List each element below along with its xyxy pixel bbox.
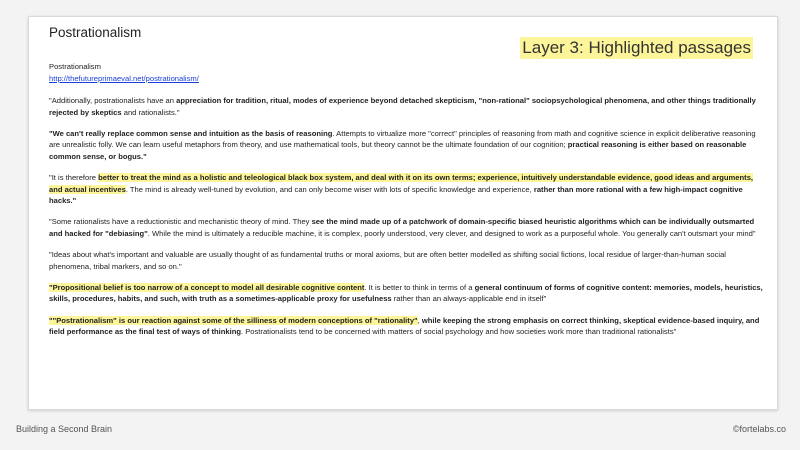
- text-segment: "Ideas about what's important and valuable are usually thought of as fundamental truths or moral axioms, but are often better modelled as shifting social fictions, local residue of larger-than-human social phenomena, tribal markers, and so on.": [49, 250, 726, 271]
- text-segment: "It is therefore: [49, 173, 99, 183]
- quote-paragraph: [49, 172, 767, 207]
- text-segment: rather than an always-applicable end in itself": [391, 294, 547, 304]
- text-segment: . Attempts to virtualize more "correct" principles of reasoning from math and cognitive science in explicit deliberative reasoning are unrealistic folly. We can learn useful metaphors from theory, and use mathematical tools, but theory cannot be the ultimate foundation of our cognition;: [49, 128, 756, 150]
- source-link[interactable]: http://thefutureprimaeval.net/postrationalism/: [49, 73, 199, 83]
- text-segment: . It is better to think in terms of a: [364, 282, 475, 292]
- paragraph-list: [49, 95, 767, 338]
- quote-paragraph: [49, 282, 767, 305]
- bold-passage: practical reasoning is either based on reasonable common sense, or bogus.": [49, 140, 747, 162]
- document-title: Postrationalism: [49, 62, 101, 71]
- highlighted-passage: ""Postrationalism" is our reaction against some of the silliness of modern conceptions of "rationality": [49, 315, 418, 325]
- bold-passage: rather than more rational with a few high-impact cognitive hacks.": [49, 184, 743, 206]
- highlighted-passage: better to treat the mind as a holistic and teleological black box system, and deal with it on its own terms; experience, intuitively understandable evidence, good ideas and arguments, and actual incentives: [49, 173, 754, 194]
- quote-paragraph: [49, 249, 767, 272]
- quote-paragraph: [49, 95, 767, 118]
- bold-passage: appreciation for tradition, ritual, modes of experience beyond detached skepticism, "non-rational" sociopsychological phenomena, and other things traditionally rejected by skeptics: [49, 96, 756, 117]
- quote-paragraph: [49, 128, 767, 163]
- footer-brand: Building a Second Brain: [16, 424, 113, 434]
- document-body: [49, 61, 767, 347]
- bold-passage: while keeping the strong emphasis on correct thinking, skeptical evidence-based inquiry, and field performance as the final test of ways of thinking: [49, 315, 760, 337]
- bold-passage: "We can't really replace common sense and intuition as the basis of reasoning: [49, 128, 333, 138]
- highlighted-passage: "Propositional belief is too narrow of a concept to model all desirable cognitive content: [49, 282, 365, 292]
- text-segment: and rationalists.": [121, 107, 180, 117]
- footer-copyright: ©fortelabs.co: [732, 424, 786, 434]
- bold-passage: general continuum of forms of cognitive content: memories, models, heuristics, skills, procedures, habits, and such, with truth as a sometimes-applicable proxy for usefulness: [49, 282, 763, 304]
- text-segment: "Some rationalists have a reductionistic and mechanistic theory of mind. They: [49, 217, 312, 227]
- text-segment: . While the mind is ultimately a reducible machine, it is complex, poorly understood, very clever, and designed to work as a purposeful whole. You generally can't outsmart your mind": [147, 229, 756, 239]
- layer-label: Layer 3: Highlighted passages: [522, 38, 751, 57]
- text-segment: ,: [417, 315, 422, 325]
- text-segment: . Postrationalists tend to be concerned with matters of social psychology and how societies work more than traditional rationalists": [241, 327, 677, 337]
- document-card: [28, 16, 778, 410]
- card-title: Postrationalism: [49, 25, 142, 40]
- text-segment: . The mind is already well-tuned by evolution, and can only become wiser with lots of specific knowledge and experience,: [125, 184, 534, 194]
- text-segment: "Additionally, postrationalists have an: [49, 96, 177, 106]
- bold-passage: see the mind made up of a patchwork of domain-specific biased heuristic algorithms which can be individually outsmarted and hacked for "debiasing": [49, 217, 755, 239]
- quote-paragraph: [49, 315, 767, 338]
- quote-paragraph: [49, 216, 767, 239]
